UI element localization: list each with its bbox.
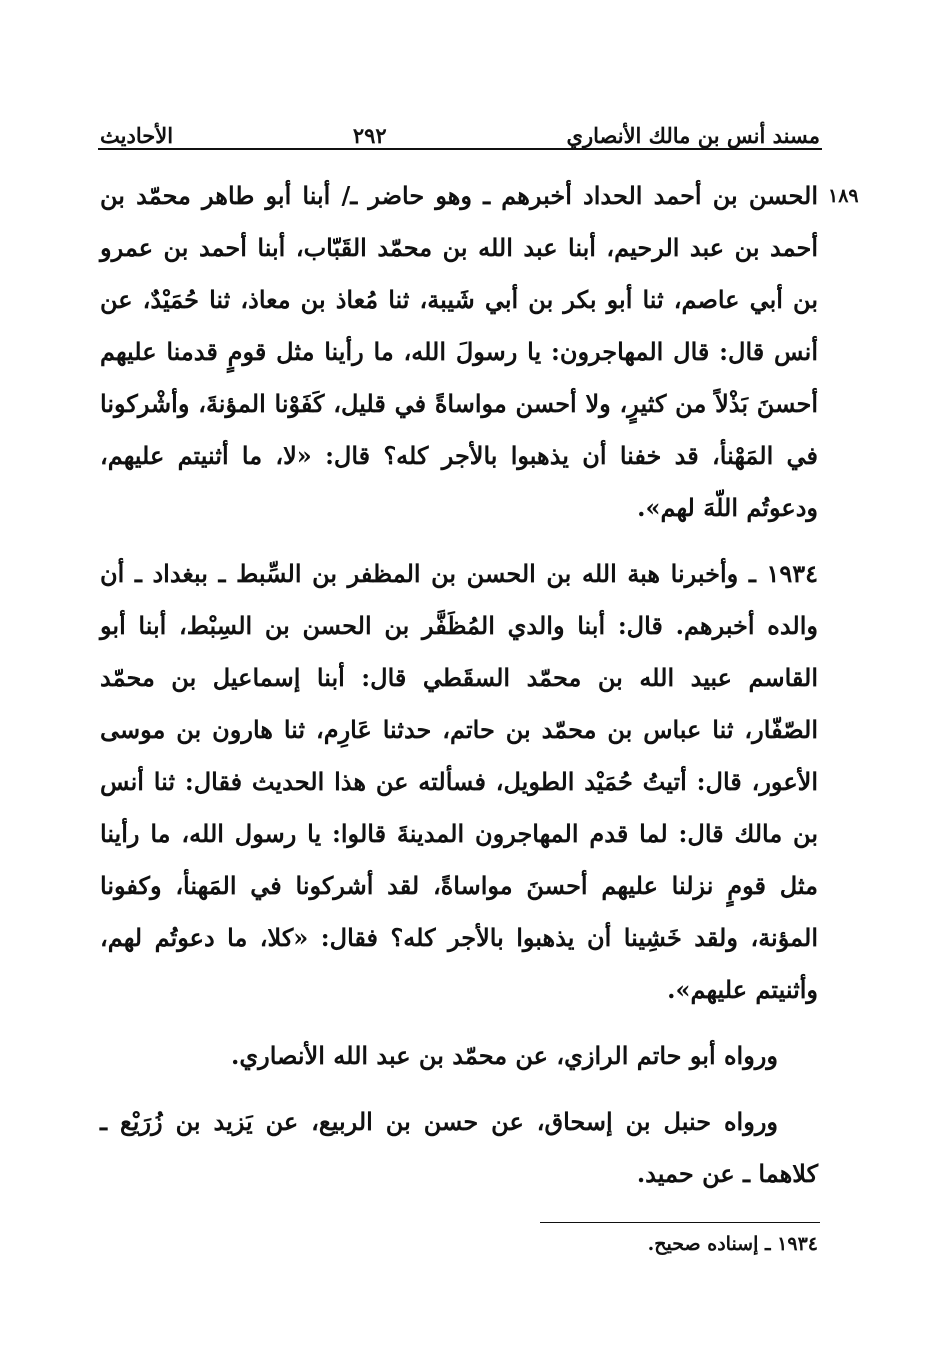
paragraph-narration-abu-hatim: ورواه أبو حاتم الرازي، عن محمّد بن عبد الله الأنصاري. — [231, 1041, 778, 1070]
paragraph-narration-hanbal: ورواه حنبل بن إسحاق، عن حسن بن الربيع، عن يَزيد بن زُرَيْع ـ كلاهما ـ عن حميد. — [100, 1107, 818, 1188]
margin-folio-note: ١٨٩ — [828, 185, 859, 207]
header-page-number: ٢٩٢ — [352, 123, 387, 148]
main-text — [100, 170, 818, 1200]
header-section-title: الأحاديث — [100, 123, 174, 148]
footnote-rule — [540, 1222, 820, 1223]
header-book-title: مسند أنس بن مالك الأنصاري — [566, 123, 820, 148]
paragraph-1: الحسن بن أحمد الحداد أخبرهم ـ وهو حاضر ـ/ أبنا أبو طاهر محمّد بن أحمد بن عبد الرحيم، أبنا عبد الله بن محمّد القَبّاب، أبنا أحمد بن عمرو بن أبي عاصم، ثنا أبو بكر بن أبي شَيبة، ثنا مُعاذ بن معاذ، ثنا حُمَيْدٌ، عن أنس قال: قال المهاجرون: يا رسولَ الله، ما رأينا مثل قومٍ قدمنا عليهم أحسنَ بَذْلاً من كثيرٍ، ولا أحسن مواساةً في قليل، كَفَوْنا المؤنةَ، وأشْركونا في المَهْنأ، قد خفنا أن يذهبوا بالأجر كله؟ قال: «لا، ما أثنيتم عليهم، ودعوتُم اللّهَ لهم». — [100, 181, 818, 522]
running-header — [100, 112, 820, 148]
footnote: ١٩٣٤ ـ إسناده صحيح. — [647, 1233, 818, 1255]
paragraph-hadith-1934: ١٩٣٤ ـ وأخبرنا هبة الله بن الحسن بن المظفر بن السِّبط ـ ببغداد ـ أن والده أخبرهم. قال: أبنا والدي المُظَفَّر بن الحسن بن السِبْط، أبنا أبو القاسم عبيد الله بن محمّد السقَطي قال: أبنا إسماعيل بن محمّد الصّفّار، ثنا عباس بن محمّد بن حاتم، حدثنا عَارِم، ثنا هارون بن موسى الأعور، قال: أتيتُ حُمَيْد الطويل، فسألته عن هذا الحديث فقال: ثنا أنس بن مالك قال: لما قدم المهاجرون المدينةَ قالوا: يا رسول الله، ما رأينا مثل قومٍ نزلنا عليهم أحسنَ مواساةً، لقد أشركونا في المَهنأ، وكفونا المؤنة، ولقد خَشِينا أن يذهبوا بالأجر كله؟ فقال: «كلا، ما دعوتُم لهم، وأثنيتم عليهم». — [100, 559, 819, 1004]
header-rule — [98, 148, 822, 150]
